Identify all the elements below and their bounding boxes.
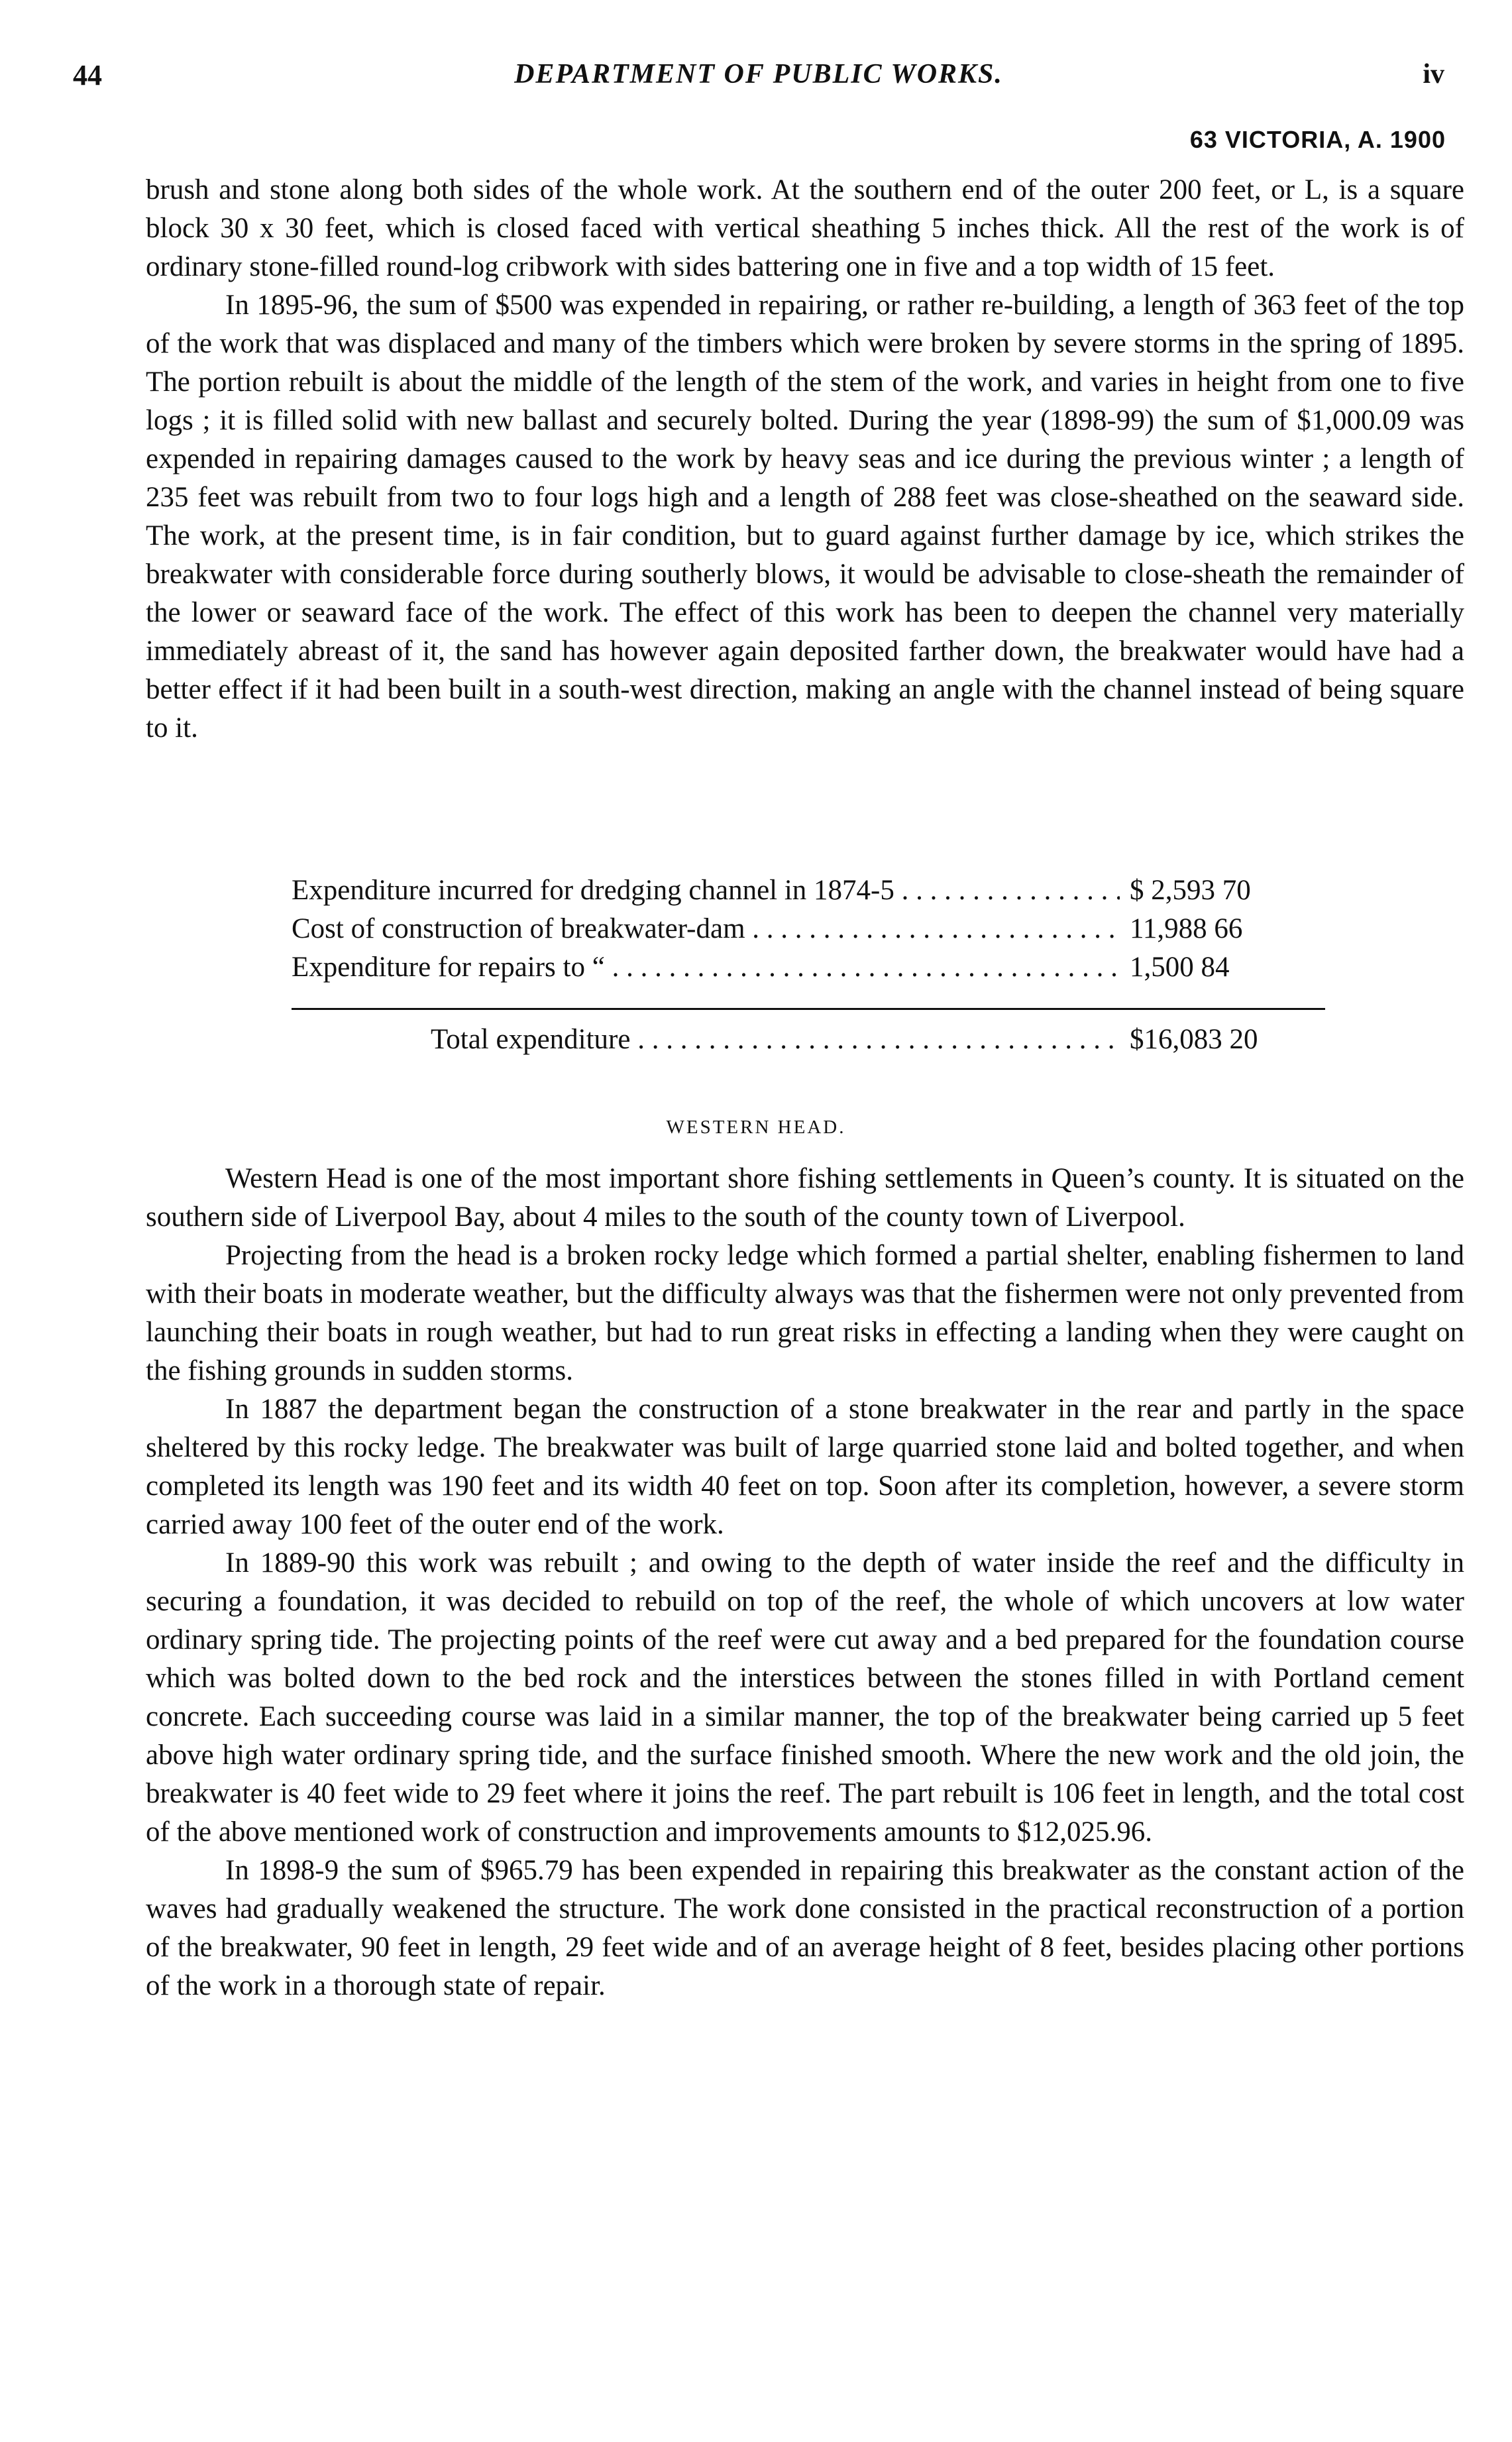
expenditure-amount: $ 2,593 70 <box>1130 871 1282 910</box>
paragraph: In 1889-90 this work was rebuilt ; and owing to the depth of water inside the reef and the difficulty in securing a foundation, it was decided to rebuild on top of the reef, the whole of which uncovers at low water ordinary spring tide. The projecting points of the reef were cut away and a bed prepared for the foundation course which was bolted down to the bed rock and the interstices between the stones filled in with Portland cement concrete. Each succeeding course was laid in a similar manner, the top of the breakwater being carried up 5 feet above high water ordinary spring tide, and the surface finished smooth. Where the new work and the old join, the breakwater is 40 feet wide to 29 feet where it joins the reef. The part rebuilt is 106 feet in length, and the total cost of the above mentioned work of construction and improvements amounts to $12,025.96. <box>146 1547 1464 1848</box>
page-number: 44 <box>73 59 102 91</box>
sheet-reference: iv <box>1423 59 1444 89</box>
expenditure-table <box>292 871 1325 1055</box>
paragraph: In 1887 the department began the construction of a stone breakwater in the rear and partly in the space sheltered by this rocky ledge. The breakwater was built of large quarried stone laid and bolted together, and when completed its length was 190 feet and its width 40 feet on top. Soon after its completion, however, a severe storm carried away 100 feet of the outer end of the work. <box>146 1394 1464 1540</box>
paragraph: In 1895-96, the sum of $500 was expended in repairing, or rather re-building, a length of 363 feet of the top of the work that was displaced and many of the timbers which were broken by severe storms in the spring of 1895. The portion rebuilt is about the middle of the length of the stem of the work, and varies in height from one to five logs ; it is filled solid with new ballast and securely bolted. During the year (1898-99) the sum of $1,000.09 was expended in repairing damages caused to the work by heavy seas and ice during the previous winter ; a length of 235 feet was rebuilt from two to four logs high and a length of 288 feet was close-sheathed on the seaward side. The work, at the present time, is in fair condition, but to guard against further damage by ice, which strikes the breakwater with considerable force during southerly blows, it would be advisable to close-sheath the remainder of the lower or seaward face of the work. The effect of this work has been to deepen the channel very materially immediately abreast of it, the sand has however again deposited farther down, the breakwater would have had a better effect if it had been built in a south-west direction, making an angle with the channel instead of being square to it. <box>146 290 1464 744</box>
expenditure-amount: 11,988 66 <box>1130 910 1282 948</box>
total-rule <box>292 1008 1325 1010</box>
total-amount: $16,083 20 <box>1130 1021 1282 1059</box>
section-heading: WESTERN HEAD. <box>666 1117 846 1138</box>
expenditure-label: Expenditure incurred for dredging channel in 1874-5 . . . <box>292 871 1120 910</box>
expenditure-row <box>292 910 1325 948</box>
paragraph: Western Head is one of the most important shore fishing settlements in Queen’s county. It is situated on the southern side of Liverpool Bay, about 4 miles to the south of the county town of Liverpool. <box>146 1163 1464 1233</box>
expenditure-row <box>292 871 1325 910</box>
expenditure-amount: 1,500 84 <box>1130 948 1282 987</box>
paragraph: In 1898-9 the sum of $965.79 has been expended in repairing this breakwater as the constant action of the waves had gradually weakened the structure. The work done consisted in the practical reconstruction of a portion of the breakwater, 90 feet in length, 29 feet wide and of an average height of 8 feet, besides placing other portions of the work in a thorough state of repair. <box>146 1855 1464 2001</box>
total-label: Total expenditure . . . <box>431 1021 1120 1059</box>
session-line: 63 VICTORIA, A. 1900 <box>1189 126 1446 153</box>
expenditure-label: Expenditure for repairs to “ . . . <box>292 948 1120 987</box>
breakwater-continued-section <box>146 171 1464 748</box>
western-head-section <box>146 1160 1464 2005</box>
paragraph: Projecting from the head is a broken rocky ledge which formed a partial shelter, enabling fishermen to land with their boats in moderate weather, but the difficulty always was that the fishermen were not only prevented from launching their boats in rough weather, but had to run great risks in effecting a landing when they were caught on the fishing grounds in sudden storms. <box>146 1240 1464 1386</box>
total-row <box>431 1021 1325 1059</box>
paragraph: brush and stone along both sides of the whole work. At the southern end of the outer 200 feet, or L, is a square block 30 x 30 feet, which is closed faced with vertical sheathing 5 inches thick. All the rest of the work is of ordinary stone-filled round-log cribwork with sides battering one in five and a top width of 15 feet. <box>146 174 1464 282</box>
expenditure-label: Cost of construction of breakwater-dam . . . <box>292 910 1120 948</box>
running-title: DEPARTMENT OF PUBLIC WORKS. <box>514 59 1003 89</box>
expenditure-row <box>292 948 1325 987</box>
running-head <box>73 58 1444 105</box>
